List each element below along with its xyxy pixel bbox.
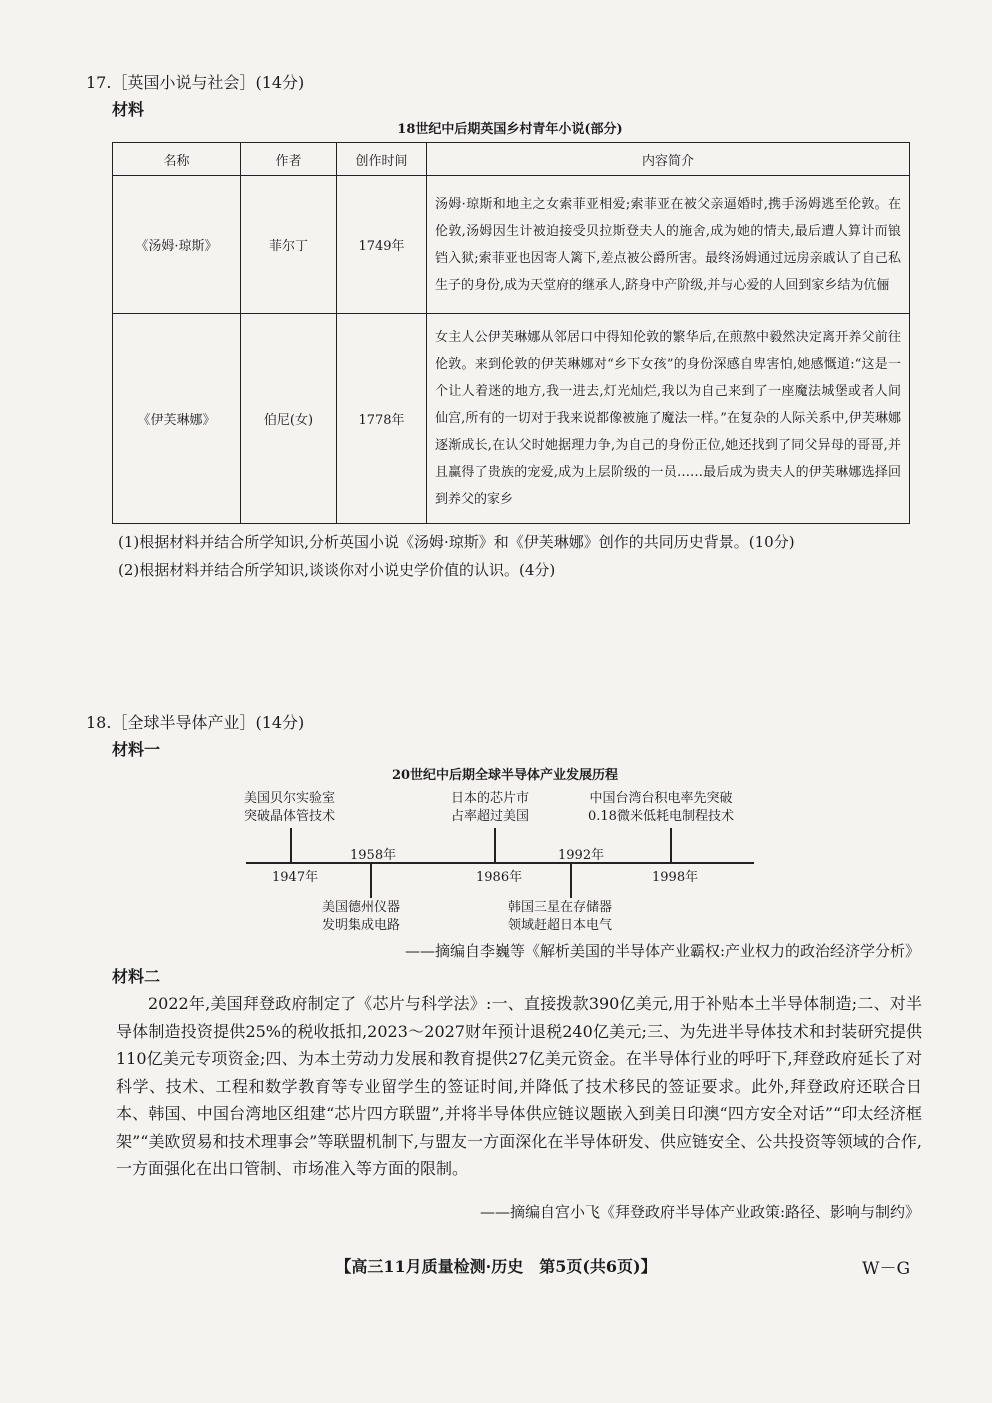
novel-author: 菲尔丁 bbox=[241, 176, 337, 314]
material2-paragraph bbox=[116, 990, 922, 1183]
event-line: 领域赶超日本电气 bbox=[508, 918, 613, 933]
material2-text: 2022年,美国拜登政府制定了《芯片与科学法》:一、直接拨款390亿美元,用于补贴本土半导体制造;二、对半导体制造投资提供25%的税收抵扣,2023～2027财年预计退税240亿美元;三、为先进半导体技术和封装研究提供110亿美元专项资金;四、为本土劳动力发展和教育提供27亿美元资金。在半导体行业的呼吁下,拜登政府延长了对科学、技术、工程和数学教育等专业留学生的签证时间,并降低了技术移民的签证要求。此外,拜登政府还联合日本、韩国、中国台湾地区组建“芯片四方联盟”,并将半导体供应链议题嵌入到美日印澳“四方安全对话”“印太经济框架”“美欧贸易和技术理事会”等联盟机制下,与盟友一方面深化在半导体研发、供应链安全、公共投资等领域的合作,一方面强化在出口管制、市场准入等方面的限制。 bbox=[116, 994, 922, 1178]
event-line: 美国贝尔实验室 bbox=[244, 791, 336, 806]
event-line: 发明集成电路 bbox=[322, 918, 401, 933]
novels-table bbox=[112, 142, 910, 524]
material2-source: ——摘编自宫小飞《拜登政府半导体产业政策:路径、影响与制约》 bbox=[479, 1203, 920, 1221]
novel-year: 1749年 bbox=[337, 176, 427, 314]
novel-year: 1778年 bbox=[337, 314, 427, 524]
timeline-year: 1947年 bbox=[272, 870, 319, 885]
timeline-year: 1958年 bbox=[350, 848, 397, 863]
header-year: 创作时间 bbox=[337, 143, 427, 176]
timeline-tick bbox=[370, 862, 372, 898]
novel-name: 《汤姆·琼斯》 bbox=[113, 176, 241, 314]
q17-question-2: (2)根据材料并结合所学知识,谈谈你对小说史学价值的认识。(4分) bbox=[118, 561, 556, 579]
event-line: 0.18微米低耗电制程技术 bbox=[588, 809, 734, 824]
event-line: 日本的芯片市 bbox=[451, 791, 530, 806]
event-line: 中国台湾台积电率先突破 bbox=[589, 791, 733, 806]
novel-summary: 女主人公伊芙琳娜从邻居口中得知伦敦的繁华后,在煎熬中毅然决定离开养父前往伦敦。来到伦敦的伊芙琳娜对“乡下女孩”的身份深感自卑害怕,她感慨道:“这是一个让人着迷的地方,我一进去,灯光灿烂,我以为自己来到了一座魔法城堡或者人间仙宫,所有的一切对于我来说都像被施了魔法一样。”在复杂的人际关系中,伊芙琳娜逐渐成长,在认父时她据理力争,为自己的身份正位,她还找到了同父异母的哥哥,并且赢得了贵族的宠爱,成为上层阶级的一员……最后成为贵夫人的伊芙琳娜选择回到养父的家乡 bbox=[427, 314, 910, 524]
event-line: 占率超过美国 bbox=[451, 809, 530, 824]
novel-author: 伯尼(女) bbox=[241, 314, 337, 524]
timeline-tick bbox=[570, 862, 572, 898]
page-footer: 【高三11月质量检测·历史 第5页(共6页)】 bbox=[335, 1257, 657, 1276]
table-row bbox=[113, 176, 910, 314]
q17-material-label: 材料 bbox=[112, 100, 145, 119]
table-row bbox=[113, 314, 910, 524]
timeline-tick bbox=[494, 828, 496, 862]
novel-name: 《伊芙琳娜》 bbox=[113, 314, 241, 524]
timeline-tick bbox=[290, 828, 292, 862]
timeline-title: 20世纪中后期全球半导体产业发展历程 bbox=[391, 768, 619, 783]
q18-material1-label: 材料一 bbox=[112, 740, 161, 759]
paper-code: W－G bbox=[862, 1259, 911, 1279]
event-line: 突破晶体管技术 bbox=[244, 809, 336, 824]
event-line: 美国德州仪器 bbox=[322, 900, 401, 915]
timeline-event-1947 bbox=[244, 790, 335, 826]
novel-summary: 汤姆·琼斯和地主之女索菲亚相爱;索菲亚在被父亲逼婚时,携手汤姆逃至伦敦。在伦敦,汤姆因生计被迫接受贝拉斯登夫人的施舍,成为她的情夫,最后遭人算计而锒铛入狱;索菲亚也因寄人篱下,差点被公爵所害。最终汤姆通过远房亲戚认了自己私生子的身份,成为天堂府的继承人,跻身中产阶级,并与心爱的人回到家乡结为伉俪 bbox=[427, 176, 910, 314]
table-header-row bbox=[113, 143, 910, 176]
header-name: 名称 bbox=[113, 143, 241, 176]
timeline-event-1998 bbox=[588, 790, 734, 826]
timeline-event-1958 bbox=[322, 899, 400, 935]
header-summary: 内容简介 bbox=[427, 143, 910, 176]
material1-source: ——摘编自李巍等《解析美国的半导体产业霸权:产业权力的政治经济学分析》 bbox=[404, 942, 920, 960]
timeline-year: 1986年 bbox=[476, 870, 523, 885]
header-author: 作者 bbox=[241, 143, 337, 176]
timeline-event-1992 bbox=[508, 899, 612, 935]
q18-title: 18.［全球半导体产业］(14分) bbox=[86, 713, 305, 732]
timeline-year: 1998年 bbox=[652, 870, 699, 885]
q17-question-1: (1)根据材料并结合所学知识,分析英国小说《汤姆·琼斯》和《伊芙琳娜》创作的共同历史背景。(10分) bbox=[118, 533, 795, 551]
timeline-year: 1992年 bbox=[558, 848, 605, 863]
event-line: 韩国三星在存储器 bbox=[508, 900, 613, 915]
q17-title: 17.［英国小说与社会］(14分) bbox=[86, 73, 305, 92]
q17-table-caption: 18世纪中后期英国乡村青年小说(部分) bbox=[397, 122, 623, 137]
timeline-event-1986 bbox=[451, 790, 529, 826]
timeline-tick bbox=[670, 828, 672, 862]
q18-material2-label: 材料二 bbox=[112, 967, 161, 986]
timeline-axis bbox=[246, 862, 754, 864]
